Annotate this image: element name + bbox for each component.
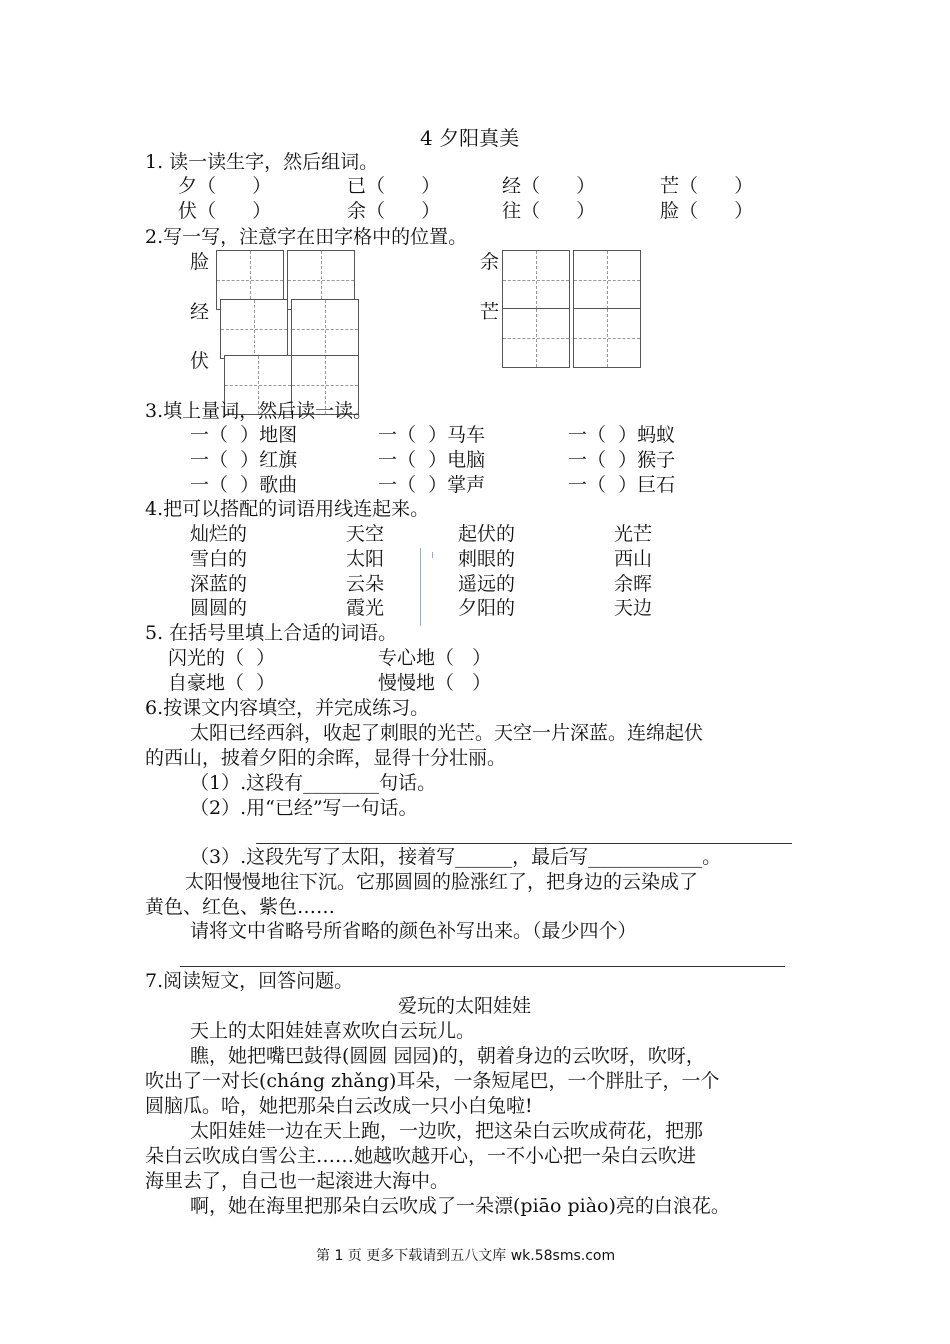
q4-heading: 4.把可以搭配的词语用线连起来。: [145, 498, 430, 520]
q1-item: 经（ ）: [502, 175, 596, 197]
q6-heading: 6.按课文内容填空，并完成练习。: [145, 697, 430, 719]
q4-word: 刺眼的: [458, 548, 516, 570]
story-title: 爱玩的太阳娃娃: [398, 995, 532, 1017]
q1-item: 夕（ ）: [178, 175, 272, 197]
q2-char: 脸: [190, 251, 210, 273]
q5-heading: 5. 在括号里填上合适的词语。: [145, 622, 398, 644]
q3-item: 一（ ）巨石: [568, 474, 676, 496]
q2-char: 伏: [190, 350, 210, 372]
story-line: 吹出了一对长(cháng zhǎng)耳朵，一条短尾巴，一个胖肚子，一个: [145, 1070, 720, 1092]
story-line: 朵白云吹成白雪公主……她越吹越开心，一不小心把一朵白云吹进: [145, 1145, 697, 1167]
q3-item: 一（ ）马车: [378, 424, 486, 446]
q1-item: 已（ ）: [347, 175, 441, 197]
q4-word: 光芒: [614, 523, 653, 545]
q5-item: 慢慢地（ ）: [378, 672, 492, 694]
q6-sub2: （2）.用“已经”写一句话。: [190, 797, 418, 819]
tianzige-cell[interactable]: [502, 250, 570, 310]
page-footer: 第 1 页 更多下载请到五八文库 wk.58sms.com: [316, 1248, 616, 1264]
q6-sub1: （1）.这段有________句话。: [190, 772, 437, 794]
q1-heading: 1. 读一读生字，然后组词。: [145, 151, 379, 173]
tianzige-cell[interactable]: [573, 250, 641, 310]
q5-item: 自豪地（ ）: [168, 672, 276, 694]
q1-item: 余（ ）: [347, 200, 441, 222]
q6-paragraph: 黄色、红色、紫色……: [145, 896, 336, 918]
q1-item: 芒（ ）: [660, 175, 754, 197]
q6-paragraph: 的西山，披着夕阳的余晖，显得十分壮丽。: [145, 747, 507, 769]
q4-word: 太阳: [346, 548, 385, 570]
story-line: 太阳娃娃一边在天上跑，一边吹，把这朵白云吹成荷花，把那: [190, 1120, 704, 1142]
q2-char: 芒: [480, 301, 500, 323]
q4-word: 天边: [614, 597, 653, 619]
q3-item: 一（ ）歌曲: [190, 474, 298, 496]
q4-word: 云朵: [346, 573, 385, 595]
q2-char: 余: [480, 251, 500, 273]
divider-line: [420, 548, 421, 626]
story-line: 海里去了，自己也一起滚进大海中。: [145, 1170, 450, 1192]
q3-item: 一（ ）电脑: [378, 449, 486, 471]
q3-item: 一（ ）蚂蚁: [568, 424, 676, 446]
q6-paragraph: 太阳已经西斜，收起了刺眼的光芒。天空一片深蓝。连绵起伏: [190, 722, 704, 744]
q4-word: 雪白的: [190, 548, 248, 570]
q4-word: 夕阳的: [458, 597, 516, 619]
q4-word: 遥远的: [458, 573, 516, 595]
q3-item: 一（ ）地图: [190, 424, 298, 446]
answer-line[interactable]: [180, 966, 785, 967]
tianzige-cell[interactable]: [291, 299, 359, 359]
tianzige-cell[interactable]: [573, 308, 641, 368]
q4-word: 天空: [346, 523, 385, 545]
q4-word: 深蓝的: [190, 573, 248, 595]
q1-item: 脸（ ）: [660, 200, 754, 222]
q2-heading: 2.写一写，注意字在田字格中的位置。: [145, 226, 468, 248]
divider-line: [432, 552, 433, 558]
q1-item: 往（ ）: [502, 200, 596, 222]
q3-item: 一（ ）红旗: [190, 449, 298, 471]
q4-word: 西山: [614, 548, 653, 570]
q5-item: 专心地（ ）: [378, 647, 492, 669]
q5-item: 闪光的（ ）: [168, 647, 276, 669]
q2-char: 经: [190, 301, 210, 323]
q4-word: 霞光: [346, 597, 385, 619]
story-line: 圆脑瓜。哈，她把那朵白云改成一只小白兔啦!: [145, 1095, 533, 1117]
q1-item: 伏（ ）: [178, 200, 272, 222]
tianzige-cell[interactable]: [220, 299, 288, 359]
q6-sub4: 请将文中省略号所省略的颜色补写出来。（最少四个）: [190, 920, 637, 942]
q6-sub3: （3）.这段先写了太阳，接着写______，最后写____________。: [190, 846, 722, 868]
story-line: 啊，她在海里把那朵白云吹成了一朵漂(piāo piào)亮的白浪花。: [190, 1195, 730, 1217]
q3-item: 一（ ）猴子: [568, 449, 676, 471]
q4-word: 圆圆的: [190, 597, 248, 619]
tianzige-cell[interactable]: [502, 308, 570, 368]
q4-word: 起伏的: [458, 523, 516, 545]
story-line: 天上的太阳娃娃喜欢吹白云玩儿。: [190, 1020, 476, 1042]
answer-line[interactable]: [256, 843, 792, 844]
q4-word: 余晖: [614, 573, 653, 595]
q3-heading: 3.填上量词，然后读一读。: [145, 400, 373, 422]
q6-paragraph: 太阳慢慢地往下沉。它那圆圆的脸涨红了，把身边的云染成了: [185, 871, 699, 893]
page-title: 4 夕阳真美: [420, 126, 520, 150]
story-line: 瞧，她把嘴巴鼓得(圆圆 园园)的，朝着身边的云吹呀，吹呀，: [190, 1045, 705, 1067]
q4-word: 灿烂的: [190, 523, 248, 545]
q3-item: 一（ ）掌声: [378, 474, 486, 496]
q7-heading: 7.阅读短文，回答问题。: [145, 970, 354, 992]
